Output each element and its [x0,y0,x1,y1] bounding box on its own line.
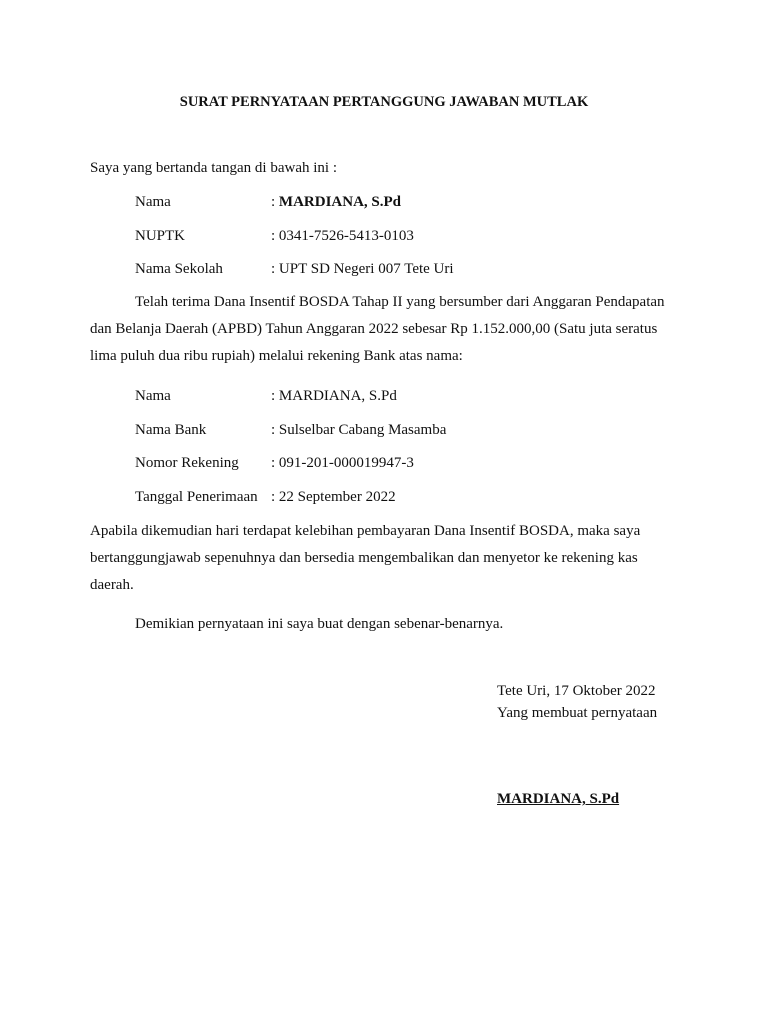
bank-value: : 22 September 2022 [271,489,396,505]
paragraph-line: Apabila dikemudian hari terdapat kelebihan pembayaran Dana Insentif BOSDA, maka saya [90,523,641,539]
identity-value: : 0341-7526-5413-0103 [271,228,414,244]
signature-role: Yang membuat pernyataan [497,705,658,721]
bank-value: : 091-201-000019947-3 [271,455,414,471]
identity-label: NUPTK [135,228,186,244]
identity-name-bold: MARDIANA, S.Pd [278,194,402,210]
identity-value: : MARDIANA, S.Pd [271,194,402,210]
bank-value: : Sulselbar Cabang Masamba [271,422,447,438]
bank-row-account [0,456,768,474]
bank-label: Tanggal Penerimaan [135,489,258,505]
paragraph-line: dan Belanja Daerah (APBD) Tahun Anggaran 2022 sebesar Rp 1.152.000,00 (Satu juta seratus [90,321,658,337]
document-title: SURAT PERNYATAAN PERTANGGUNG JAWABAN MUTLAK [179,94,589,110]
bank-label: Nomor Rekening [135,455,239,471]
identity-label: Nama Sekolah [135,261,223,277]
identity-row-school [0,262,768,280]
paragraph-line: bertanggungjawab sepenuhnya dan bersedia mengembalikan dan menyetor ke rekening kas [90,550,638,566]
identity-row-name [0,195,768,213]
signature-name: MARDIANA, S.Pd [497,791,620,807]
bank-label: Nama Bank [135,422,207,438]
bank-row-bank [0,423,768,441]
closing-statement: Demikian pernyataan ini saya buat dengan sebenar-benarnya. [135,616,504,632]
paragraph-line: Telah terima Dana Insentif BOSDA Tahap II yang bersumber dari Anggaran Pendapatan [135,294,665,310]
bank-label: Nama [135,388,171,404]
intro-text: Saya yang bertanda tangan di bawah ini : [90,160,338,176]
bank-row-date [0,490,768,508]
signature-place-date: Tete Uri, 17 Oktober 2022 [497,683,656,699]
bank-row-name [0,389,768,407]
paragraph-line: lima puluh dua ribu rupiah) melalui rekening Bank atas nama: [90,348,463,364]
identity-label: Nama [135,194,171,210]
identity-row-nuptk [0,229,768,247]
bank-value: : MARDIANA, S.Pd [271,388,397,404]
identity-value: : UPT SD Negeri 007 Tete Uri [271,261,454,277]
paragraph-line: daerah. [90,577,134,593]
